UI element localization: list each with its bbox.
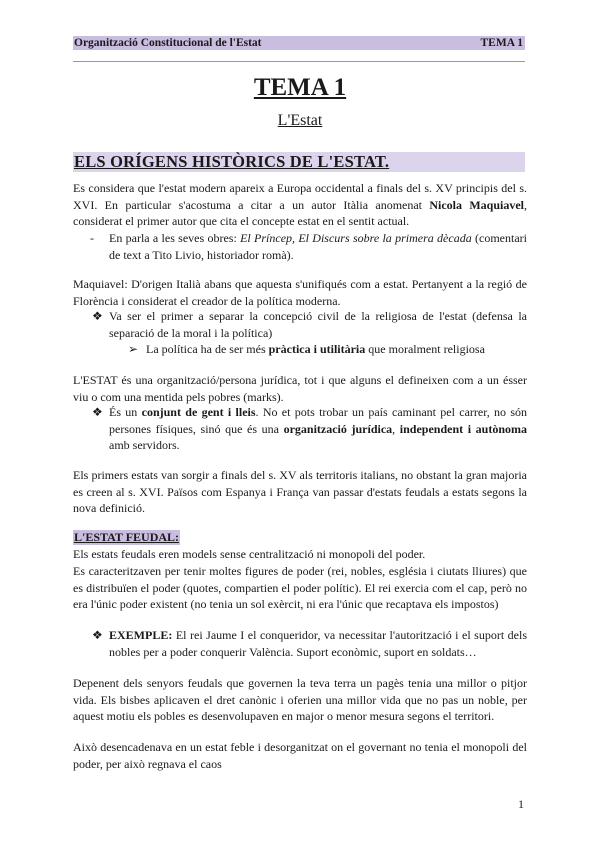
paragraph-weak-state: Això desencadenava en un estat feble i desorganitzat on el governant no tenia el monopoli del poder, per això regnava el caos [73, 740, 527, 771]
text-run: , [392, 421, 400, 436]
paragraph-feudal-definition: Els estats feudals eren models sense centralització ni monopoli del poder. [73, 547, 426, 561]
arrow-bullet-icon: ➢ [128, 342, 139, 356]
text-run: El rei Jaume I el conqueridor, va necessitar l'autorització i el suport dels nobles per a poder conquerir València. Suport econòmic, suport en soldats… [109, 628, 527, 659]
bullet-legal-organization [109, 404, 527, 454]
emphasis: conjunt de gent i lleis [141, 405, 256, 419]
page-subtitle: L'Estat [277, 112, 323, 129]
works-titles: El Príncep, El Discurs sobre la primera dècada [240, 231, 472, 245]
paragraph-maquiavel: Maquiavel: D'origen Italià abans que aquesta s'unifiqués com a estat. Pertanyent a la regió de Florència i considerat el creador de la política moderna. [73, 277, 527, 308]
diamond-bullet-icon: ❖ [92, 628, 103, 642]
section-heading-origins [73, 152, 525, 172]
header-divider [73, 61, 525, 62]
paragraph-first-states: Els primers estats van sorgir a finals del s. XV als territoris italians, no obstant la gran majoria es creen al s. XVI. Països com Espanya i França van passar d'estats feudals a estats segons la nova definició. [73, 468, 527, 516]
bullet-example [109, 627, 527, 660]
paragraph-estat-definition: L'ESTAT és una organització/persona jurídica, tot i que alguns el defineixen com a un ésser viu o com una mentida pels pobres (marks). [73, 373, 527, 404]
dash-marker: - [90, 231, 94, 245]
text-run: . No et pots trobar un país caminant pel carrer, no són persones físiques, sinó que és una [109, 405, 528, 436]
emphasis: organització jurídica [283, 421, 393, 436]
header-course-title: Organització Constitucional de l'Estat [74, 37, 262, 49]
header-topic: TEMA 1 [480, 37, 523, 49]
dash-item-works [109, 230, 527, 263]
diamond-bullet-icon: ❖ [92, 309, 103, 323]
text-run: amb servidors. [109, 438, 180, 453]
page-number: 1 [518, 797, 524, 811]
emphasis: independent i autònoma [399, 421, 528, 436]
page-title: TEMA 1 [253, 74, 347, 101]
emphasis: pràctica i utilitària [268, 342, 366, 356]
text-run: És un [109, 405, 142, 419]
running-header [73, 36, 525, 50]
text-run: Es considera que l'estat modern apareix a Europa occidental a finals del s. XV principis del s. XVI. En particular s'acostuma a citar a un autor Itàlia anomenat [73, 181, 527, 212]
text-run: (comentari de text a Tito Livio, historiador romà). [109, 231, 527, 262]
paragraph-origins-intro [73, 180, 527, 230]
text-run: La política ha de ser més [146, 342, 269, 356]
author-name: Nicola Maquiavel [429, 197, 525, 212]
paragraph-feudal-lords: Depenent dels senyors feudals que governen la teva terra un pagès tenia una millor o pitjor vida. Els bisbes aplicaven el dret canònic i oferien una millor vida que no pas un noble, per aquest motiu els pobles es desenvolupaven en major o menor mesura segons el territori. [73, 676, 527, 724]
example-label: EXEMPLE: [109, 628, 173, 642]
text-run: En parla a les seves obres: [109, 231, 241, 245]
section-heading-origins-text: ELS ORÍGENS HISTÒRICS DE L'ESTAT. [74, 152, 390, 171]
paragraph-feudal-powers: Es caracteritzaven per tenir moltes figures de poder (rei, nobles, església i ciutats lliures) que es distribuïen el poder (quotes, compartien el poder polític). El rei exercia com el cap, però no era l'únic poder existent (no tenia un sol exèrcit, ni era l'únic que recaptava els impostos) [73, 564, 527, 612]
text-run: que moralment religiosa [365, 342, 485, 356]
subsection-heading-feudal: L'ESTAT FEUDAL: [74, 530, 180, 544]
text-run: , considerat el primer autor que cita el concepte estat en el sentit actual. [73, 197, 528, 229]
diamond-bullet-icon: ❖ [92, 405, 103, 419]
bullet-separation: Va ser el primer a separar la concepció civil de la religiosa de l'estat (defensa la separació de la moral i la política) [109, 309, 527, 340]
arrow-item-politics [146, 341, 527, 358]
